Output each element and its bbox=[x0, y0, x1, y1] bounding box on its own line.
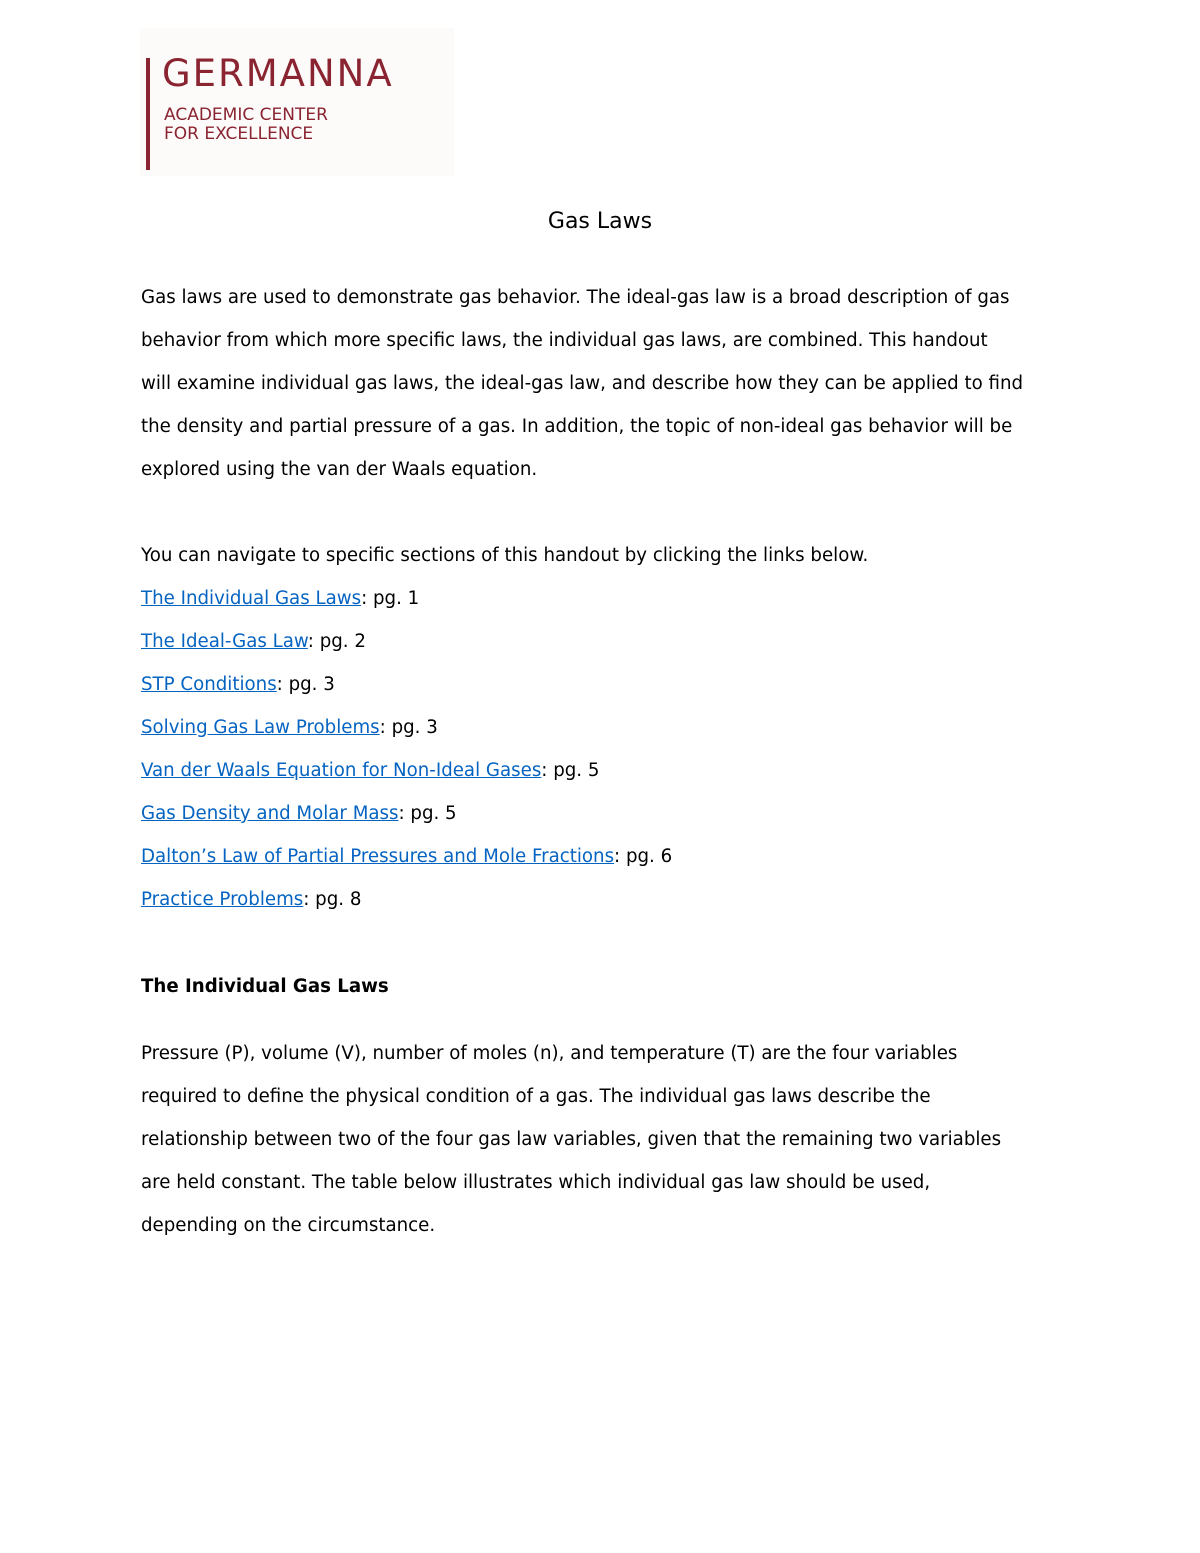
toc-link-gas-density[interactable]: Gas Density and Molar Mass bbox=[141, 803, 399, 824]
toc-item bbox=[141, 749, 672, 792]
toc-link-ideal-gas-law[interactable]: The Ideal-Gas Law bbox=[141, 631, 308, 652]
toc-link-van-der-waals[interactable]: Van der Waals Equation for Non-Ideal Gases bbox=[141, 760, 542, 781]
page-title: Gas Laws bbox=[547, 209, 653, 234]
toc-link-individual-gas-laws[interactable]: The Individual Gas Laws bbox=[141, 588, 362, 609]
intro-line: the density and partial pressure of a gas. In addition, the topic of non-ideal gas behavior will be bbox=[141, 416, 1013, 437]
toc-page: : pg. 6 bbox=[614, 846, 673, 867]
section-body-line: required to define the physical condition of a gas. The individual gas laws describe the bbox=[141, 1086, 931, 1107]
germanna-logo bbox=[140, 28, 454, 176]
toc-link-daltons-law[interactable]: Dalton’s Law of Partial Pressures and Mole Fractions bbox=[141, 846, 615, 867]
section-heading-individual-gas-laws: The Individual Gas Laws bbox=[141, 976, 389, 997]
navigation-intro: You can navigate to specific sections of this handout by clicking the links below. bbox=[141, 545, 869, 566]
section-body-line: depending on the circumstance. bbox=[141, 1215, 436, 1236]
section-body-line: Pressure (P), volume (V), number of moles (n), and temperature (T) are the four variables bbox=[141, 1043, 958, 1064]
toc-item bbox=[141, 835, 672, 878]
toc-item bbox=[141, 878, 672, 921]
toc-page: : pg. 5 bbox=[398, 803, 457, 824]
toc-page: : pg. 1 bbox=[361, 588, 420, 609]
intro-line: will examine individual gas laws, the ideal-gas law, and describe how they can be applied to find bbox=[141, 373, 1024, 394]
toc-page: : pg. 2 bbox=[307, 631, 366, 652]
table-of-contents bbox=[141, 577, 672, 921]
logo-bar bbox=[146, 58, 150, 170]
section-body-line: are held constant. The table below illustrates which individual gas law should be used, bbox=[141, 1172, 931, 1193]
intro-line: behavior from which more specific laws, the individual gas laws, are combined. This handout bbox=[141, 330, 988, 351]
toc-item bbox=[141, 577, 672, 620]
toc-link-stp-conditions[interactable]: STP Conditions bbox=[141, 674, 277, 695]
intro-paragraph bbox=[141, 276, 1023, 491]
toc-page: : pg. 5 bbox=[541, 760, 600, 781]
section-body-paragraph bbox=[141, 1032, 1001, 1247]
logo-subtitle-line1: ACADEMIC CENTER bbox=[164, 105, 328, 125]
toc-page: : pg. 3 bbox=[379, 717, 438, 738]
toc-page: : pg. 3 bbox=[276, 674, 335, 695]
toc-item bbox=[141, 663, 672, 706]
intro-line: explored using the van der Waals equation. bbox=[141, 459, 538, 480]
toc-item bbox=[141, 706, 672, 749]
toc-item bbox=[141, 792, 672, 835]
toc-link-solving-gas-law-problems[interactable]: Solving Gas Law Problems bbox=[141, 717, 380, 738]
toc-item bbox=[141, 620, 672, 663]
intro-line: Gas laws are used to demonstrate gas behavior. The ideal-gas law is a broad description of gas bbox=[141, 287, 1010, 308]
logo-subtitle-line2: FOR EXCELLENCE bbox=[164, 124, 314, 144]
logo-title: GERMANNA bbox=[162, 52, 394, 95]
toc-page: : pg. 8 bbox=[303, 889, 362, 910]
section-body-line: relationship between two of the four gas law variables, given that the remaining two variables bbox=[141, 1129, 1002, 1150]
toc-link-practice-problems[interactable]: Practice Problems bbox=[141, 889, 304, 910]
